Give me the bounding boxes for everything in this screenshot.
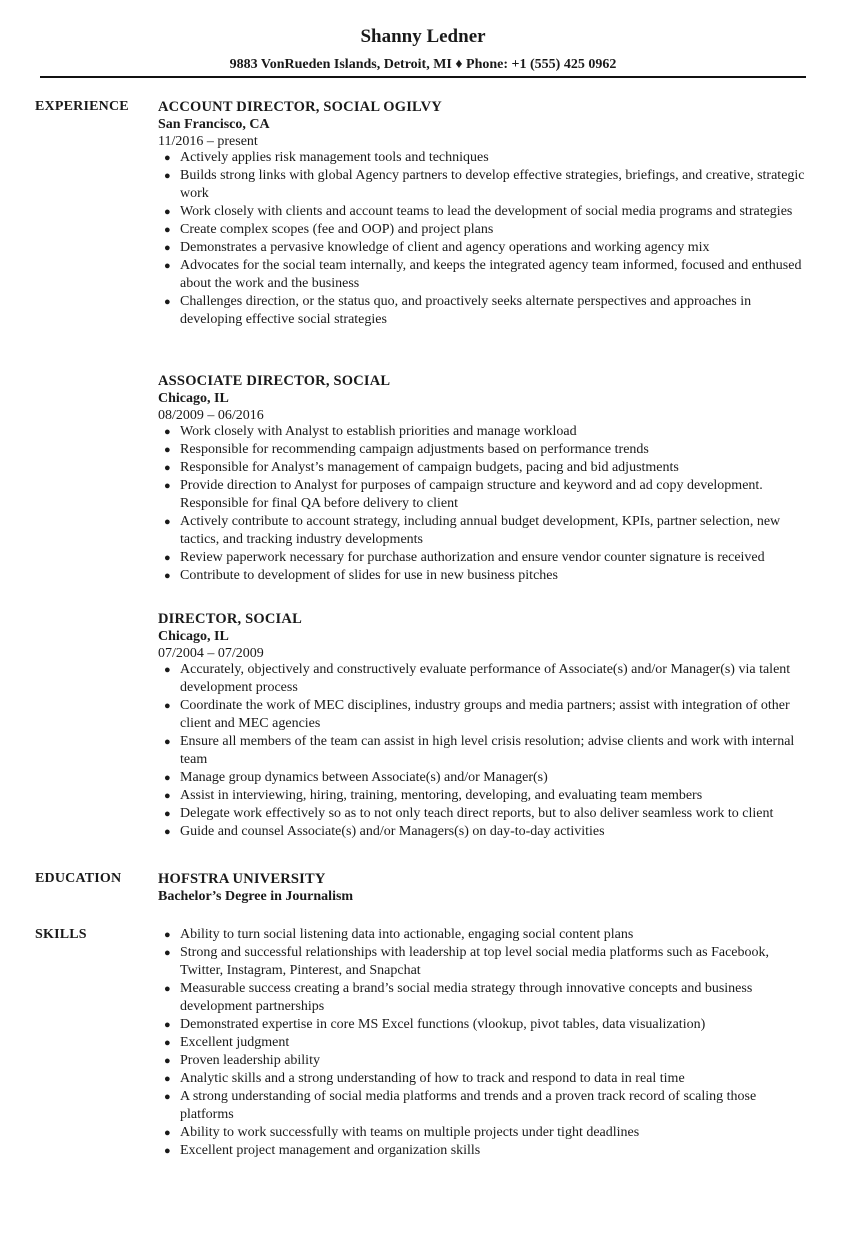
bullet-text: Guide and counsel Associate(s) and/or Managers(s) on day-to-day activities — [180, 824, 605, 839]
bullet-icon: ● — [164, 426, 171, 438]
bullet-text: Delegate work effectively so as to not only teach direct reports, but to also deliver seamless work to client — [180, 806, 774, 821]
bullet-icon: ● — [164, 170, 171, 182]
skill-item — [158, 944, 808, 980]
bullet-text: Responsible for recommending campaign adjustments based on performance trends — [180, 442, 649, 457]
contact-line: 9883 VonRueden Islands, Detroit, MI ♦ Phone: +1 (555) 425 0962 — [229, 57, 617, 72]
bullet-text: Coordinate the work of MEC disciplines, industry groups and media partners; assist with integration of other client and MEC agencies — [180, 698, 790, 731]
bullet-text: Provide direction to Analyst for purposes of campaign structure and keyword and ad copy development. Responsible for final QA before delivery to client — [180, 478, 763, 511]
bullet-icon: ● — [164, 152, 171, 164]
bullet-item — [158, 167, 808, 203]
bullet-item — [158, 549, 808, 567]
bullet-icon: ● — [164, 570, 171, 582]
bullet-item — [158, 697, 808, 733]
degree: Bachelor’s Degree in Journalism — [158, 889, 354, 904]
job-bullets — [158, 149, 808, 329]
job-entry — [158, 610, 808, 841]
job-title: ASSOCIATE DIRECTOR, SOCIAL — [158, 373, 391, 389]
bullet-text: Responsible for Analyst’s management of campaign budgets, pacing and bid adjustments — [180, 460, 679, 475]
job-title: DIRECTOR, SOCIAL — [158, 611, 302, 627]
skill-text: Proven leadership ability — [180, 1053, 320, 1068]
bullet-item — [158, 733, 808, 769]
job-entry — [158, 98, 808, 329]
skill-item — [158, 1052, 808, 1070]
bullet-text: Actively contribute to account strategy, including annual budget development, KPIs, partner selection, new tactics, and tracking industry developments — [180, 514, 781, 547]
skill-item — [158, 1016, 808, 1034]
header-divider — [40, 76, 806, 78]
bullet-icon: ● — [164, 664, 171, 676]
bullet-text: Work closely with Analyst to establish priorities and manage workload — [180, 424, 577, 439]
education-entry — [158, 870, 808, 906]
skill-item — [158, 1124, 808, 1142]
bullet-icon: ● — [164, 1091, 171, 1103]
skills-section-label: SKILLS — [35, 927, 87, 942]
bullet-item — [158, 513, 808, 549]
skill-text: Analytic skills and a strong understanding of how to track and respond to data in real time — [180, 1071, 685, 1086]
bullet-item — [158, 787, 808, 805]
bullet-text: Actively applies risk management tools and techniques — [180, 150, 489, 165]
bullet-icon: ● — [164, 736, 171, 748]
skill-text: Ability to turn social listening data into actionable, engaging social content plans — [180, 927, 634, 942]
skills-list-container — [158, 926, 808, 1160]
skill-text: Excellent project management and organization skills — [180, 1143, 481, 1158]
skill-item — [158, 980, 808, 1016]
bullet-icon: ● — [164, 929, 171, 941]
skill-text: Measurable success creating a brand’s social media strategy through innovative concepts and business development partnerships — [180, 981, 753, 1014]
bullet-text: Contribute to development of slides for use in new business pitches — [180, 568, 558, 583]
bullet-icon: ● — [164, 983, 171, 995]
bullet-item — [158, 769, 808, 787]
bullet-text: Demonstrates a pervasive knowledge of client and agency operations and working agency mix — [180, 240, 710, 255]
bullet-icon: ● — [164, 480, 171, 492]
job-location: Chicago, IL — [158, 629, 229, 644]
bullet-icon: ● — [164, 206, 171, 218]
bullet-item — [158, 567, 808, 585]
bullet-item — [158, 257, 808, 293]
bullet-item — [158, 293, 808, 329]
bullet-item — [158, 477, 808, 513]
bullet-item — [158, 221, 808, 239]
skill-text: Demonstrated expertise in core MS Excel functions (vlookup, pivot tables, data visualization) — [180, 1017, 706, 1032]
skill-item — [158, 926, 808, 944]
job-location: San Francisco, CA — [158, 117, 270, 132]
bullet-item — [158, 423, 808, 441]
job-title: ACCOUNT DIRECTOR, SOCIAL OGILVY — [158, 99, 442, 115]
bullet-item — [158, 661, 808, 697]
bullet-item — [158, 149, 808, 167]
bullet-text: Work closely with clients and account teams to lead the development of social media programs and strategies — [180, 204, 793, 219]
bullet-icon: ● — [164, 1127, 171, 1139]
skills-list — [158, 926, 808, 1160]
bullet-text: Assist in interviewing, hiring, training, mentoring, developing, and evaluating team members — [180, 788, 703, 803]
skill-item — [158, 1088, 808, 1124]
bullet-text: Challenges direction, or the status quo, and proactively seeks alternate perspectives and approaches in developing effective social strategies — [180, 294, 752, 327]
job-bullets — [158, 661, 808, 841]
bullet-icon: ● — [164, 242, 171, 254]
candidate-name: Shanny Ledner — [360, 26, 486, 47]
school-name: HOFSTRA UNIVERSITY — [158, 871, 326, 887]
bullet-icon: ● — [164, 1055, 171, 1067]
bullet-icon: ● — [164, 552, 171, 564]
job-dates: 11/2016 – present — [158, 134, 258, 149]
skill-item — [158, 1070, 808, 1088]
resume-header — [40, 24, 806, 74]
bullet-icon: ● — [164, 1037, 171, 1049]
bullet-icon: ● — [164, 260, 171, 272]
skill-text: A strong understanding of social media platforms and trends and a proven track record of scaling those platforms — [180, 1089, 757, 1122]
experience-section-label: EXPERIENCE — [35, 99, 129, 114]
bullet-icon: ● — [164, 790, 171, 802]
job-dates: 07/2004 – 07/2009 — [158, 646, 264, 661]
bullet-icon: ● — [164, 296, 171, 308]
bullet-icon: ● — [164, 947, 171, 959]
bullet-item — [158, 823, 808, 841]
bullet-text: Advocates for the social team internally, and keeps the integrated agency team informed, focused and enthused about the work and the business — [180, 258, 802, 291]
job-location: Chicago, IL — [158, 391, 229, 406]
bullet-text: Manage group dynamics between Associate(s) and/or Manager(s) — [180, 770, 548, 785]
job-entry — [158, 372, 808, 585]
bullet-icon: ● — [164, 1019, 171, 1031]
bullet-item — [158, 203, 808, 221]
bullet-item — [158, 441, 808, 459]
bullet-text: Builds strong links with global Agency partners to develop effective strategies, briefings, and creative, strategic work — [180, 168, 805, 201]
bullet-item — [158, 459, 808, 477]
bullet-icon: ● — [164, 700, 171, 712]
job-bullets — [158, 423, 808, 585]
skill-item — [158, 1142, 808, 1160]
bullet-icon: ● — [164, 224, 171, 236]
skill-text: Strong and successful relationships with leadership at top level social media platforms such as Facebook, Twitter, Instagram, Pinterest, and Snapchat — [180, 945, 770, 978]
bullet-text: Create complex scopes (fee and OOP) and project plans — [180, 222, 494, 237]
skill-text: Excellent judgment — [180, 1035, 290, 1050]
bullet-text: Review paperwork necessary for purchase authorization and ensure vendor counter signature is received — [180, 550, 765, 565]
bullet-icon: ● — [164, 826, 171, 838]
education-section-label: EDUCATION — [35, 871, 122, 886]
bullet-icon: ● — [164, 444, 171, 456]
bullet-text: Accurately, objectively and constructively evaluate performance of Associate(s) and/or Manager(s) via talent development process — [180, 662, 791, 695]
bullet-icon: ● — [164, 462, 171, 474]
skill-item — [158, 1034, 808, 1052]
bullet-text: Ensure all members of the team can assist in high level crisis resolution; advise clients and work with internal team — [180, 734, 795, 767]
bullet-icon: ● — [164, 1145, 171, 1157]
bullet-icon: ● — [164, 808, 171, 820]
bullet-icon: ● — [164, 516, 171, 528]
bullet-icon: ● — [164, 772, 171, 784]
skill-text: Ability to work successfully with teams on multiple projects under tight deadlines — [180, 1125, 640, 1140]
bullet-item — [158, 805, 808, 823]
bullet-item — [158, 239, 808, 257]
job-dates: 08/2009 – 06/2016 — [158, 408, 264, 423]
bullet-icon: ● — [164, 1073, 171, 1085]
